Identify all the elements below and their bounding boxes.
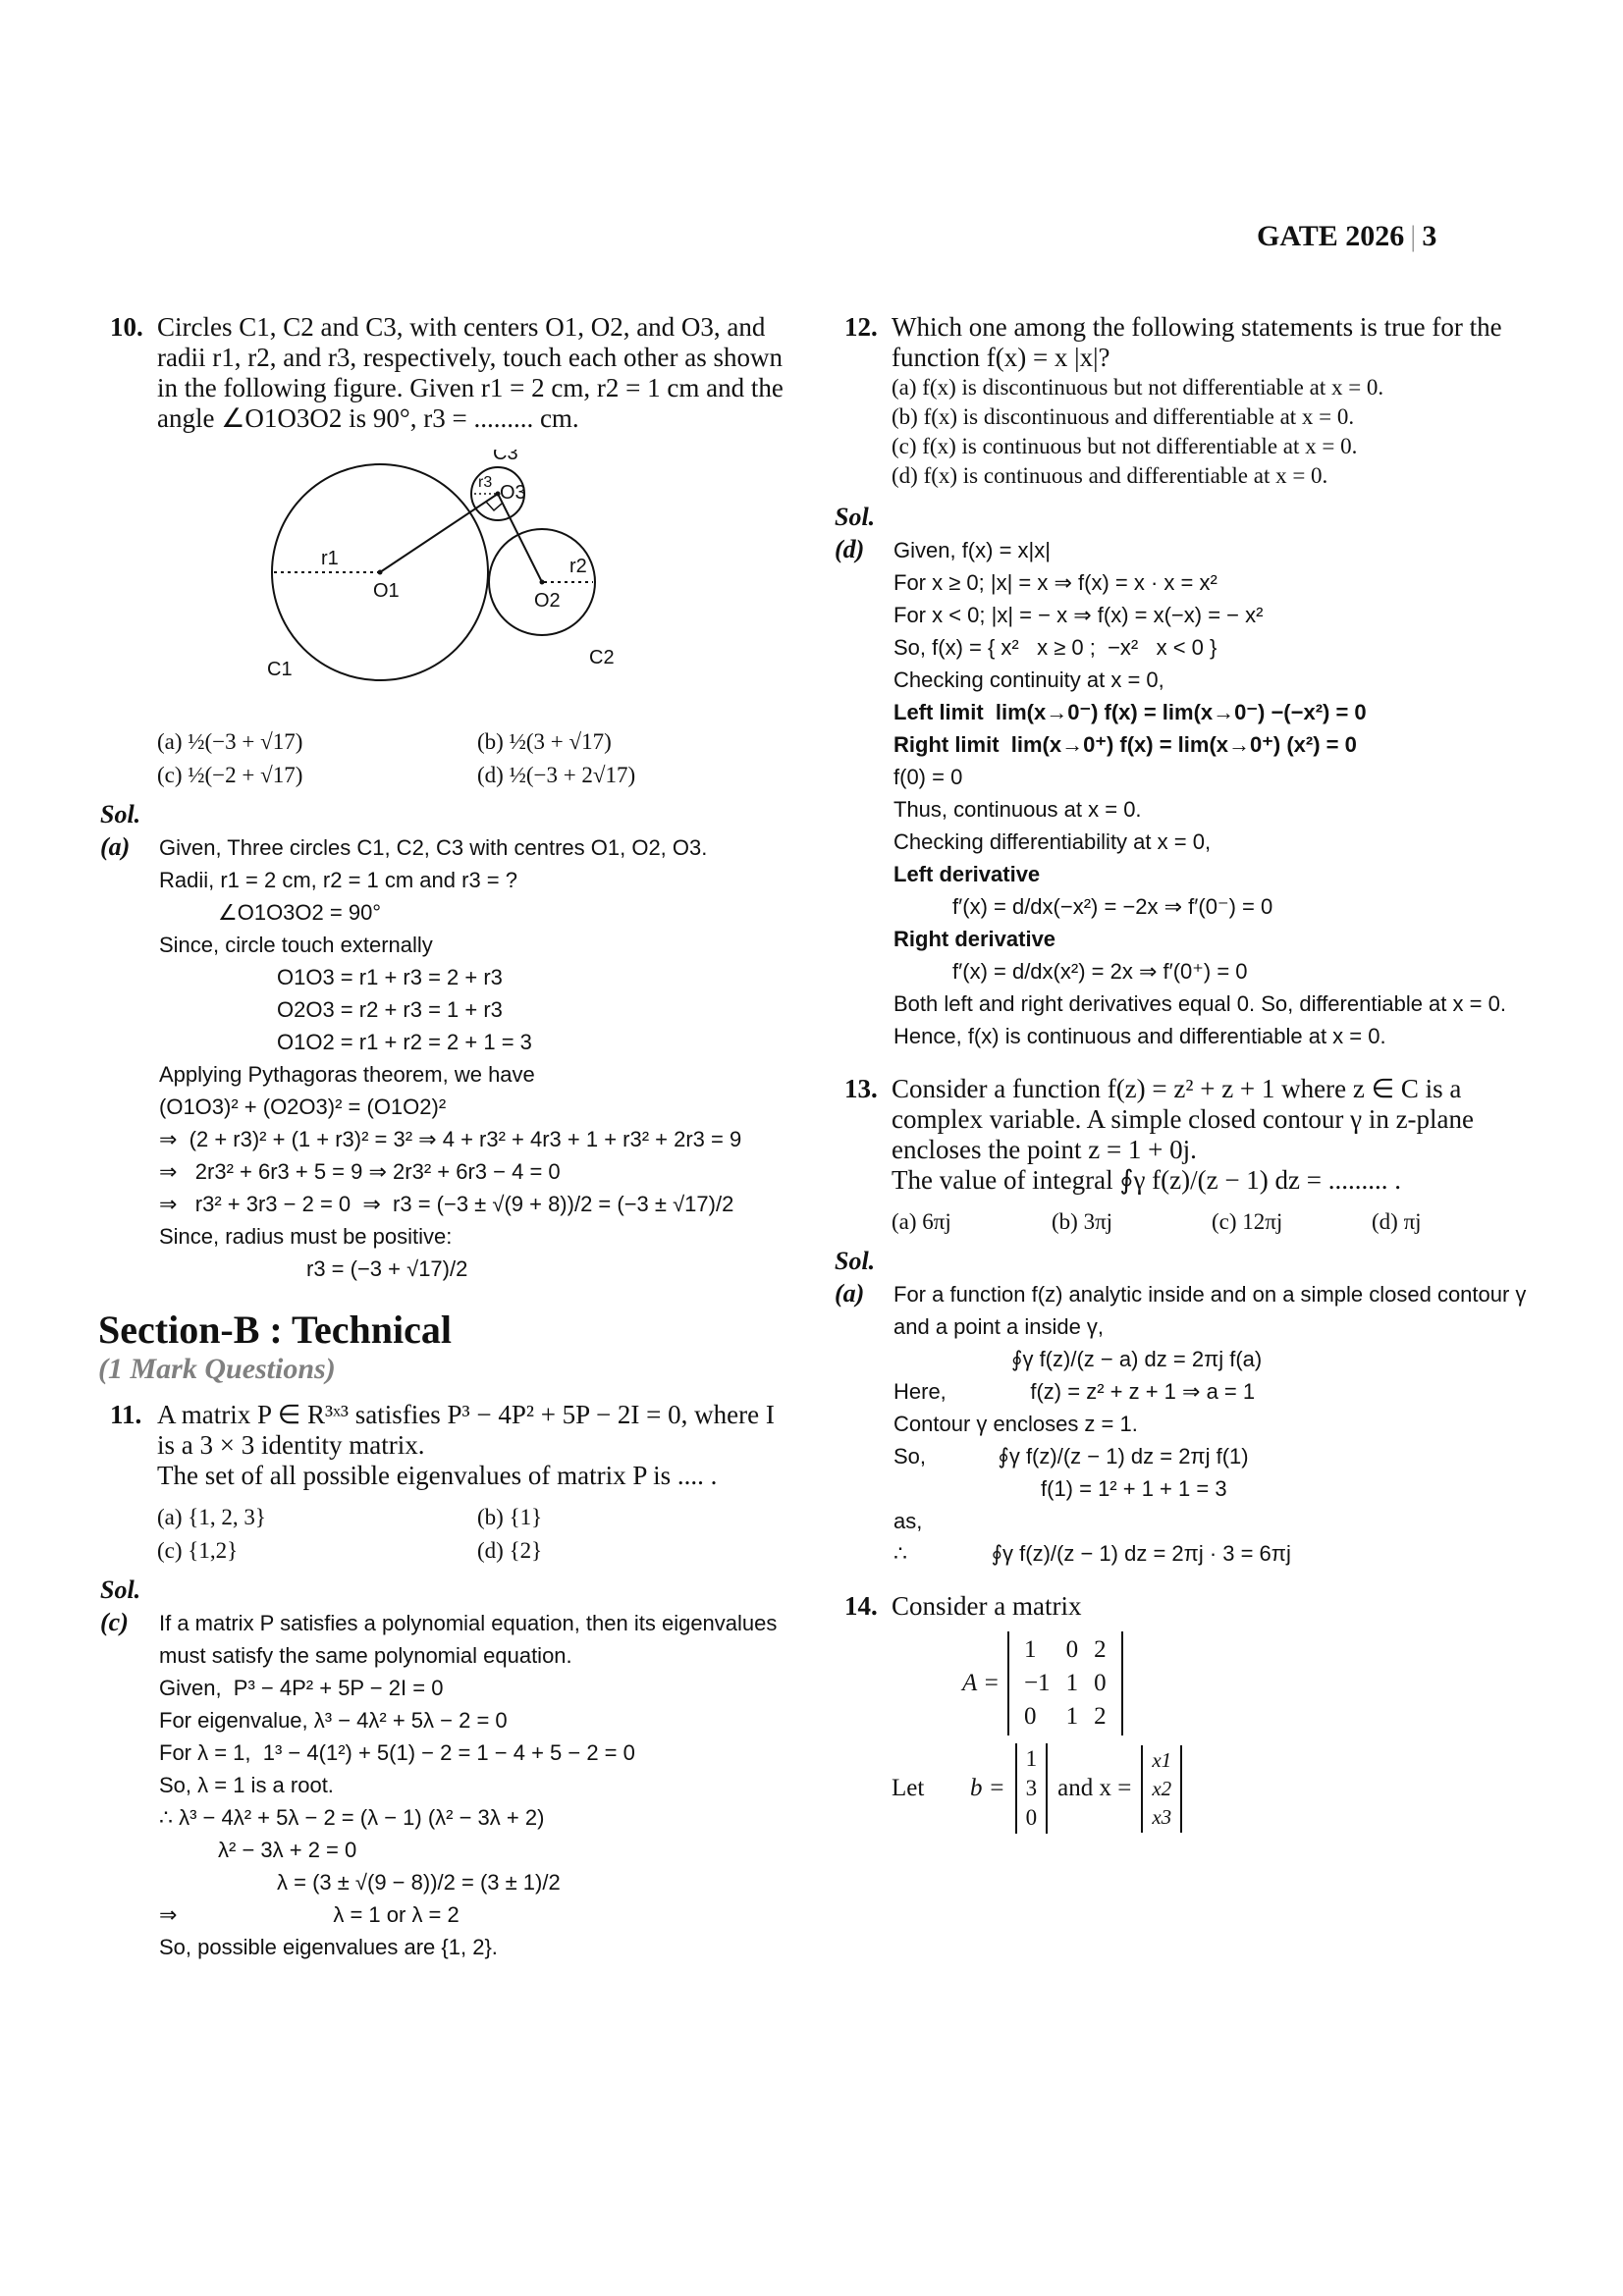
solution-line: For eigenvalue, λ³ − 4λ² + 5λ − 2 = 0: [159, 1708, 508, 1733]
solution-10: [100, 798, 797, 1285]
solution-line: Given, P³ − 4P² + 5P − 2I = 0: [159, 1676, 444, 1700]
question-13-options: [892, 1205, 1532, 1239]
question-number: 11.: [110, 1400, 142, 1429]
question-text-2: The value of integral ∮γ f(z)/(z − 1) dz = ......... .: [892, 1165, 1402, 1195]
question-number: 12.: [844, 312, 878, 342]
solution-line: Hence, f(x) is continuous and differentiable at x = 0.: [893, 1024, 1386, 1048]
solution-line: f′(x) = d/dx(−x²) = −2x ⇒ f′(0⁻) = 0: [952, 894, 1273, 919]
vector-cell: 1: [1025, 1746, 1038, 1771]
option-a: (a) ½(−3 + √17): [157, 729, 303, 754]
vector-b: [1015, 1743, 1049, 1834]
matrix-cell: 1: [1023, 1636, 1037, 1663]
option-a: (a) 6πj: [892, 1209, 951, 1234]
solution-line: O1O3 = r1 + r3 = 2 + r3: [277, 965, 503, 989]
option-b: (b) 3πj: [1052, 1209, 1113, 1234]
question-text: Which one among the following statements is true for the function f(x) = x |x|?: [892, 312, 1502, 372]
let-label: Let: [892, 1775, 925, 1801]
matrix-a: [1007, 1631, 1123, 1735]
solution-line: f′(x) = d/dx(x²) = 2x ⇒ f′(0⁺) = 0: [952, 959, 1248, 984]
vector-x: [1141, 1745, 1182, 1833]
solution-line: ∮γ f(z)/(z − a) dz = 2πj f(a): [1011, 1347, 1263, 1371]
and-x-label: and x =: [1057, 1775, 1132, 1801]
solution-line: Checking differentiability at x = 0,: [893, 829, 1212, 854]
matrix-cell: 1: [1065, 1670, 1079, 1696]
solution-line: ∴ ∮γ f(z)/(z − 1) dz = 2πj · 3 = 6πj: [893, 1541, 1291, 1566]
section-title: Section-B : Technical: [98, 1308, 453, 1352]
vector-cell: x2: [1152, 1776, 1172, 1800]
header-divider: |: [1410, 220, 1417, 252]
matrix-a-label: A =: [962, 1670, 1000, 1696]
solution-line: Given, f(x) = x|x|: [893, 538, 1051, 562]
solution-line: ⇒ λ = 1 or λ = 2: [159, 1902, 460, 1927]
question-text: Consider a matrix: [892, 1591, 1082, 1621]
solution-line: ∠O1O3O2 = 90°: [218, 900, 382, 925]
option-c: (c) f(x) is continuous but not differentiable at x = 0.: [892, 434, 1358, 458]
matrix-cell: 0: [1023, 1703, 1037, 1730]
matrix-cell: 2: [1094, 1636, 1107, 1663]
question-text: Circles C1, C2 and C3, with centers O1, O2, and O3, and radii r1, r2, and r3, respectively, touch each other as shown in the following figure. Given r1 = 2 cm, r2 = 1 cm and the angle ∠O1O3O2 is 90°, r3 = ......... cm.: [157, 312, 784, 433]
solution-line: So, λ = 1 is a root.: [159, 1773, 334, 1797]
solution-line: ⇒ 2r3² + 6r3 + 5 = 9 ⇒ 2r3² + 6r3 − 4 = 0: [159, 1159, 561, 1184]
solution-line: So, possible eigenvalues are {1, 2}.: [159, 1935, 498, 1959]
solution-line: Right derivative: [893, 927, 1056, 951]
question-number: 10.: [110, 312, 143, 342]
question-text: Consider a function f(z) = z² + z + 1 where z ∈ C is a complex variable. A simple closed contour γ in z-plane encloses the point z = 1 + 0j.: [892, 1074, 1475, 1164]
solution-label: Sol. (a): [835, 1247, 876, 1308]
solution-line: For x ≥ 0; |x| = x ⇒ f(x) = x · x = x²: [893, 570, 1217, 595]
label-o2: O2: [534, 590, 561, 612]
question-number: 14.: [844, 1591, 878, 1621]
option-d: (d) {2}: [477, 1538, 543, 1563]
label-o1: O1: [373, 580, 400, 602]
option-d: (d) ½(−3 + 2√17): [477, 763, 636, 787]
solution-line: Right limit lim(x→0⁺) f(x) = lim(x→0⁺) (x²) = 0: [893, 732, 1357, 757]
solution-13: [835, 1245, 1532, 1570]
question-11-options: [157, 1501, 797, 1568]
vector-cell: x1: [1152, 1747, 1172, 1772]
solution-line: r3 = (−3 + √17)/2: [306, 1256, 468, 1281]
left-column: [98, 312, 797, 1985]
center-o2: [540, 580, 545, 585]
solution-line: So, f(x) = { x² x ≥ 0 ; −x² x < 0 }: [893, 635, 1217, 660]
solution-line: If a matrix P satisfies a polynomial equation, then its eigenvalues must satisfy the same polynomial equation.: [159, 1611, 778, 1668]
option-b: (b) ½(3 + √17): [477, 729, 612, 754]
solution-line: Since, circle touch externally: [159, 933, 433, 957]
label-r2: r2: [569, 556, 587, 577]
solution-line: For x < 0; |x| = − x ⇒ f(x) = x(−x) = − x²: [893, 603, 1264, 627]
solution-line: Contour γ encloses z = 1.: [893, 1412, 1138, 1436]
label-o3: O3: [500, 482, 526, 504]
right-column: [835, 312, 1532, 1834]
solution-line: Both left and right derivatives equal 0. So, differentiable at x = 0.: [893, 991, 1506, 1016]
question-10: [110, 312, 797, 434]
solution-line: λ = (3 ± √(9 − 8))/2 = (3 ± 1)/2: [277, 1870, 561, 1895]
vector-cell: 0: [1025, 1805, 1038, 1830]
solution-line: Applying Pythagoras theorem, we have: [159, 1062, 535, 1087]
solution-label: Sol. (c): [100, 1575, 141, 1636]
solution-line: O1O2 = r1 + r2 = 2 + 1 = 3: [277, 1030, 532, 1054]
matrix-cell: 0: [1094, 1670, 1107, 1696]
solution-line: For λ = 1, 1³ − 4(1²) + 5(1) − 2 = 1 − 4 + 5 − 2 = 0: [159, 1740, 635, 1765]
solution-line: O2O3 = r2 + r3 = 1 + r3: [277, 997, 503, 1022]
solution-line: Left limit lim(x→0⁻) f(x) = lim(x→0⁻) −(−x²) = 0: [893, 700, 1367, 724]
page-number: 3: [1422, 220, 1437, 252]
solution-line: f(1) = 1² + 1 + 1 = 3: [1041, 1476, 1227, 1501]
solution-line: Checking continuity at x = 0,: [893, 667, 1164, 692]
matrix-cell: 0: [1065, 1636, 1079, 1663]
exam-title: GATE 2026: [1257, 220, 1405, 252]
option-c: (c) 12πj: [1212, 1209, 1283, 1234]
question-14: [844, 1591, 1532, 1622]
option-b: (b) f(x) is discontinuous and differentiable at x = 0.: [892, 404, 1355, 429]
option-d: (d) πj: [1372, 1209, 1422, 1234]
question-10-options: [157, 725, 797, 792]
solution-line: as,: [893, 1509, 923, 1533]
label-c2: C2: [589, 647, 615, 668]
label-c3: C3: [493, 450, 518, 464]
solution-line: For a function f(z) analytic inside and on a simple closed contour γ and a point a inside γ,: [893, 1282, 1527, 1339]
matrix-cell: 1: [1065, 1703, 1079, 1730]
solution-line: ⇒ (2 + r3)² + (1 + r3)² = 3² ⇒ 4 + r3² + 4r3 + 1 + r3² + 2r3 = 9: [159, 1127, 742, 1151]
question-number: 13.: [844, 1074, 878, 1103]
solution-line: Left derivative: [893, 862, 1041, 886]
page-header: [1257, 220, 1436, 253]
question-text: A matrix P ∈ R³ˣ³ satisfies P³ − 4P² + 5P − 2I = 0, where I is a 3 × 3 identity matrix.: [157, 1400, 775, 1460]
matrix-cell: 2: [1094, 1703, 1107, 1730]
solution-line: Given, Three circles C1, C2, C3 with centres O1, O2, O3.: [159, 835, 708, 860]
circles-figure: [257, 450, 670, 695]
solution-line: Thus, continuous at x = 0.: [893, 797, 1142, 822]
solution-11: [100, 1574, 797, 1963]
solution-label: Sol. (a): [100, 800, 141, 861]
solution-line: Since, radius must be positive:: [159, 1224, 453, 1249]
vectors-block: [892, 1743, 1532, 1834]
vector-cell: x3: [1152, 1804, 1172, 1829]
matrix-a-block: [962, 1631, 1532, 1735]
solution-line: λ² − 3λ + 2 = 0: [218, 1838, 357, 1862]
solution-line: ⇒ r3² + 3r3 − 2 = 0 ⇒ r3 = (−3 ± √(9 + 8))/2 = (−3 ± √17)/2: [159, 1192, 734, 1216]
label-c1: C1: [267, 659, 293, 680]
option-c: (c) ½(−2 + √17): [157, 763, 303, 787]
solution-line: Radii, r1 = 2 cm, r2 = 1 cm and r3 = ?: [159, 868, 517, 892]
question-text-2: The set of all possible eigenvalues of matrix P is .... .: [157, 1461, 718, 1490]
matrix-cell: −1: [1023, 1670, 1051, 1696]
solution-12: [835, 501, 1532, 1052]
option-a: (a) f(x) is discontinuous but not differentiable at x = 0.: [892, 375, 1384, 400]
question-12-options: [892, 373, 1532, 491]
vector-cell: 3: [1025, 1776, 1038, 1800]
solution-label: Sol. (d): [835, 503, 876, 563]
question-13: [844, 1074, 1532, 1196]
option-b: (b) {1}: [477, 1505, 543, 1529]
vector-b-label: b =: [970, 1775, 1005, 1801]
label-r1: r1: [321, 548, 339, 569]
solution-line: Here, f(z) = z² + z + 1 ⇒ a = 1: [893, 1379, 1256, 1404]
option-d: (d) f(x) is continuous and differentiable at x = 0.: [892, 463, 1328, 488]
section-subtitle: (1 Mark Questions): [98, 1353, 336, 1385]
question-12: [844, 312, 1532, 491]
solution-line: ∴ λ³ − 4λ² + 5λ − 2 = (λ − 1) (λ² − 3λ + 2): [159, 1805, 545, 1830]
solution-line: So, ∮γ f(z)/(z − 1) dz = 2πj f(1): [893, 1444, 1249, 1468]
option-a: (a) {1, 2, 3}: [157, 1505, 266, 1529]
solution-line: (O1O3)² + (O2O3)² = (O1O2)²: [159, 1095, 447, 1119]
solution-line: f(0) = 0: [893, 765, 963, 789]
question-11: [110, 1400, 797, 1491]
option-c: (c) {1,2}: [157, 1538, 239, 1563]
label-r3: r3: [478, 474, 493, 491]
center-o1: [378, 570, 383, 575]
